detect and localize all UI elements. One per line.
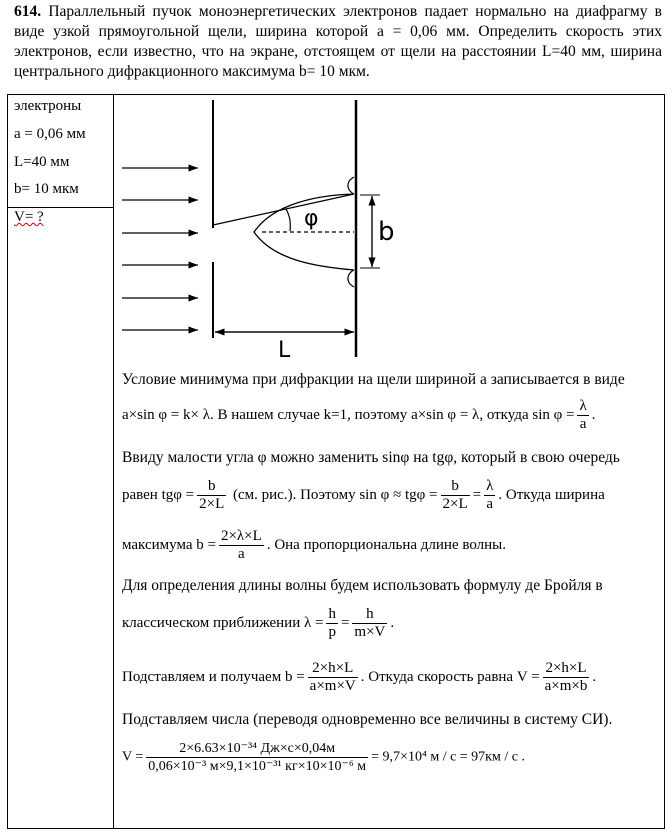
given-divider-horizontal (7, 207, 114, 208)
text-segment: максимума b = (122, 536, 216, 553)
fraction-num: h (328, 606, 336, 622)
solution-p4: Для определения длины волны будем использовать формулу де Бройля в (122, 577, 603, 594)
fraction-den: p (328, 624, 336, 640)
fraction (326, 606, 338, 641)
fraction-den: 0,06×10⁻³ м×9,1×10⁻³¹ кг×10×10⁻⁶ м (148, 759, 367, 774)
text-segment: = 9,7×10⁴ м / с = 97км / с . (371, 749, 525, 765)
incoming-rays (122, 168, 198, 330)
given-label: электроны (14, 98, 82, 114)
solution-line-7 (122, 606, 394, 641)
b-label: b (378, 217, 395, 247)
text-segment: . (591, 406, 596, 423)
phi-label: φ (304, 206, 319, 231)
fraction (441, 478, 470, 513)
fraction-num: 2×h×L (543, 660, 590, 678)
fraction-den: a (579, 416, 587, 432)
fraction-den: a×m×V (309, 678, 356, 694)
side-lobe-top (348, 177, 354, 194)
diffraction-figure (114, 95, 414, 365)
fraction-num: b (441, 478, 470, 496)
solution-line-8 (122, 660, 596, 695)
given-find (14, 209, 44, 226)
fraction-den: 2×L (199, 496, 225, 512)
text-segment: . (390, 614, 395, 631)
fraction-num: 2×6.63×10⁻³⁴ Дж×с×0,04м (146, 740, 368, 758)
solution-p6: Подставляем числа (переводя одновременно все величины в систему СИ). (122, 711, 613, 728)
solution-p1: Условие минимума при дифракции на щели шириной a записывается в виде (122, 371, 625, 388)
fraction-num: λ (579, 398, 587, 414)
fraction-num: 2×h×L (308, 660, 358, 678)
fraction (219, 528, 264, 563)
text-segment: (см. рис.). Поэтому sin φ ≈ tgφ = (233, 486, 438, 503)
text-segment: . Откуда ширина (498, 486, 605, 503)
side-lobe-bottom (348, 270, 354, 287)
given-a: a = 0,06 мм (14, 126, 86, 142)
text-segment: = (472, 486, 482, 503)
text-segment: равен tgφ = (122, 486, 195, 503)
fraction-num: 2×λ×L (220, 528, 262, 544)
fraction (308, 660, 358, 695)
problem-text: Параллельный пучок моноэнергетических электронов падает нормально на диафрагму в виде узкой прямоугольной щели, ширина которой a = 0,06 мм. Определить скорость этих электронов, если известно, что на экране, отстоящем от щели на расстоянии L=40 мм, ширина центрального дифракционного максимума b= 10 мкм. (14, 3, 662, 80)
fraction-den: a (238, 546, 245, 562)
formula-k1: a×sin φ = λ (411, 406, 480, 423)
fraction-num: b (197, 478, 226, 496)
fraction-num: h (352, 606, 387, 624)
solution-line-10 (122, 740, 525, 775)
text-segment: . (592, 668, 597, 685)
text-segment: . Откуда скорость равна V = (360, 668, 540, 685)
fraction (484, 478, 495, 513)
text-segment: Подставляем и получаем b = (122, 668, 305, 685)
fraction (352, 606, 387, 641)
fraction (197, 478, 226, 513)
solution-line-2 (122, 398, 596, 433)
solution-line-5 (122, 528, 506, 563)
L-label: L (278, 338, 291, 363)
text-segment: . В нашем случае k=1, поэтому (209, 406, 408, 423)
problem-statement (14, 2, 662, 82)
diffraction-ray (213, 194, 354, 225)
text-segment: классическом приближении λ = (122, 614, 324, 631)
solution-p2: Ввиду малости угла φ можно заменить sinφ на tgφ, который в свою очередь (122, 449, 620, 466)
given-L: L=40 мм (14, 154, 70, 170)
formula-sin: sin φ = (532, 406, 575, 423)
given-find-text: V= ? (14, 209, 44, 225)
text-segment: . Она пропорциональна длине волны. (266, 536, 506, 553)
given-b: b= 10 мкм (14, 181, 79, 197)
fraction (146, 740, 368, 775)
text-segment: , откуда (479, 406, 529, 423)
problem-number: 614. (14, 3, 42, 20)
fraction-den: a (486, 496, 494, 512)
fraction-den: a×m×b (544, 678, 588, 694)
text-segment: = (340, 614, 350, 631)
fraction-den: 2×L (442, 496, 468, 512)
fraction (577, 398, 588, 433)
fraction-den: m×V (354, 624, 386, 640)
fraction (543, 660, 590, 695)
solution-line-4 (122, 478, 605, 513)
formula-min-condition: a×sin φ = k× λ (122, 406, 210, 423)
angle-arc (286, 209, 290, 231)
fraction-num: λ (486, 478, 494, 494)
text-segment: V = (122, 749, 144, 765)
